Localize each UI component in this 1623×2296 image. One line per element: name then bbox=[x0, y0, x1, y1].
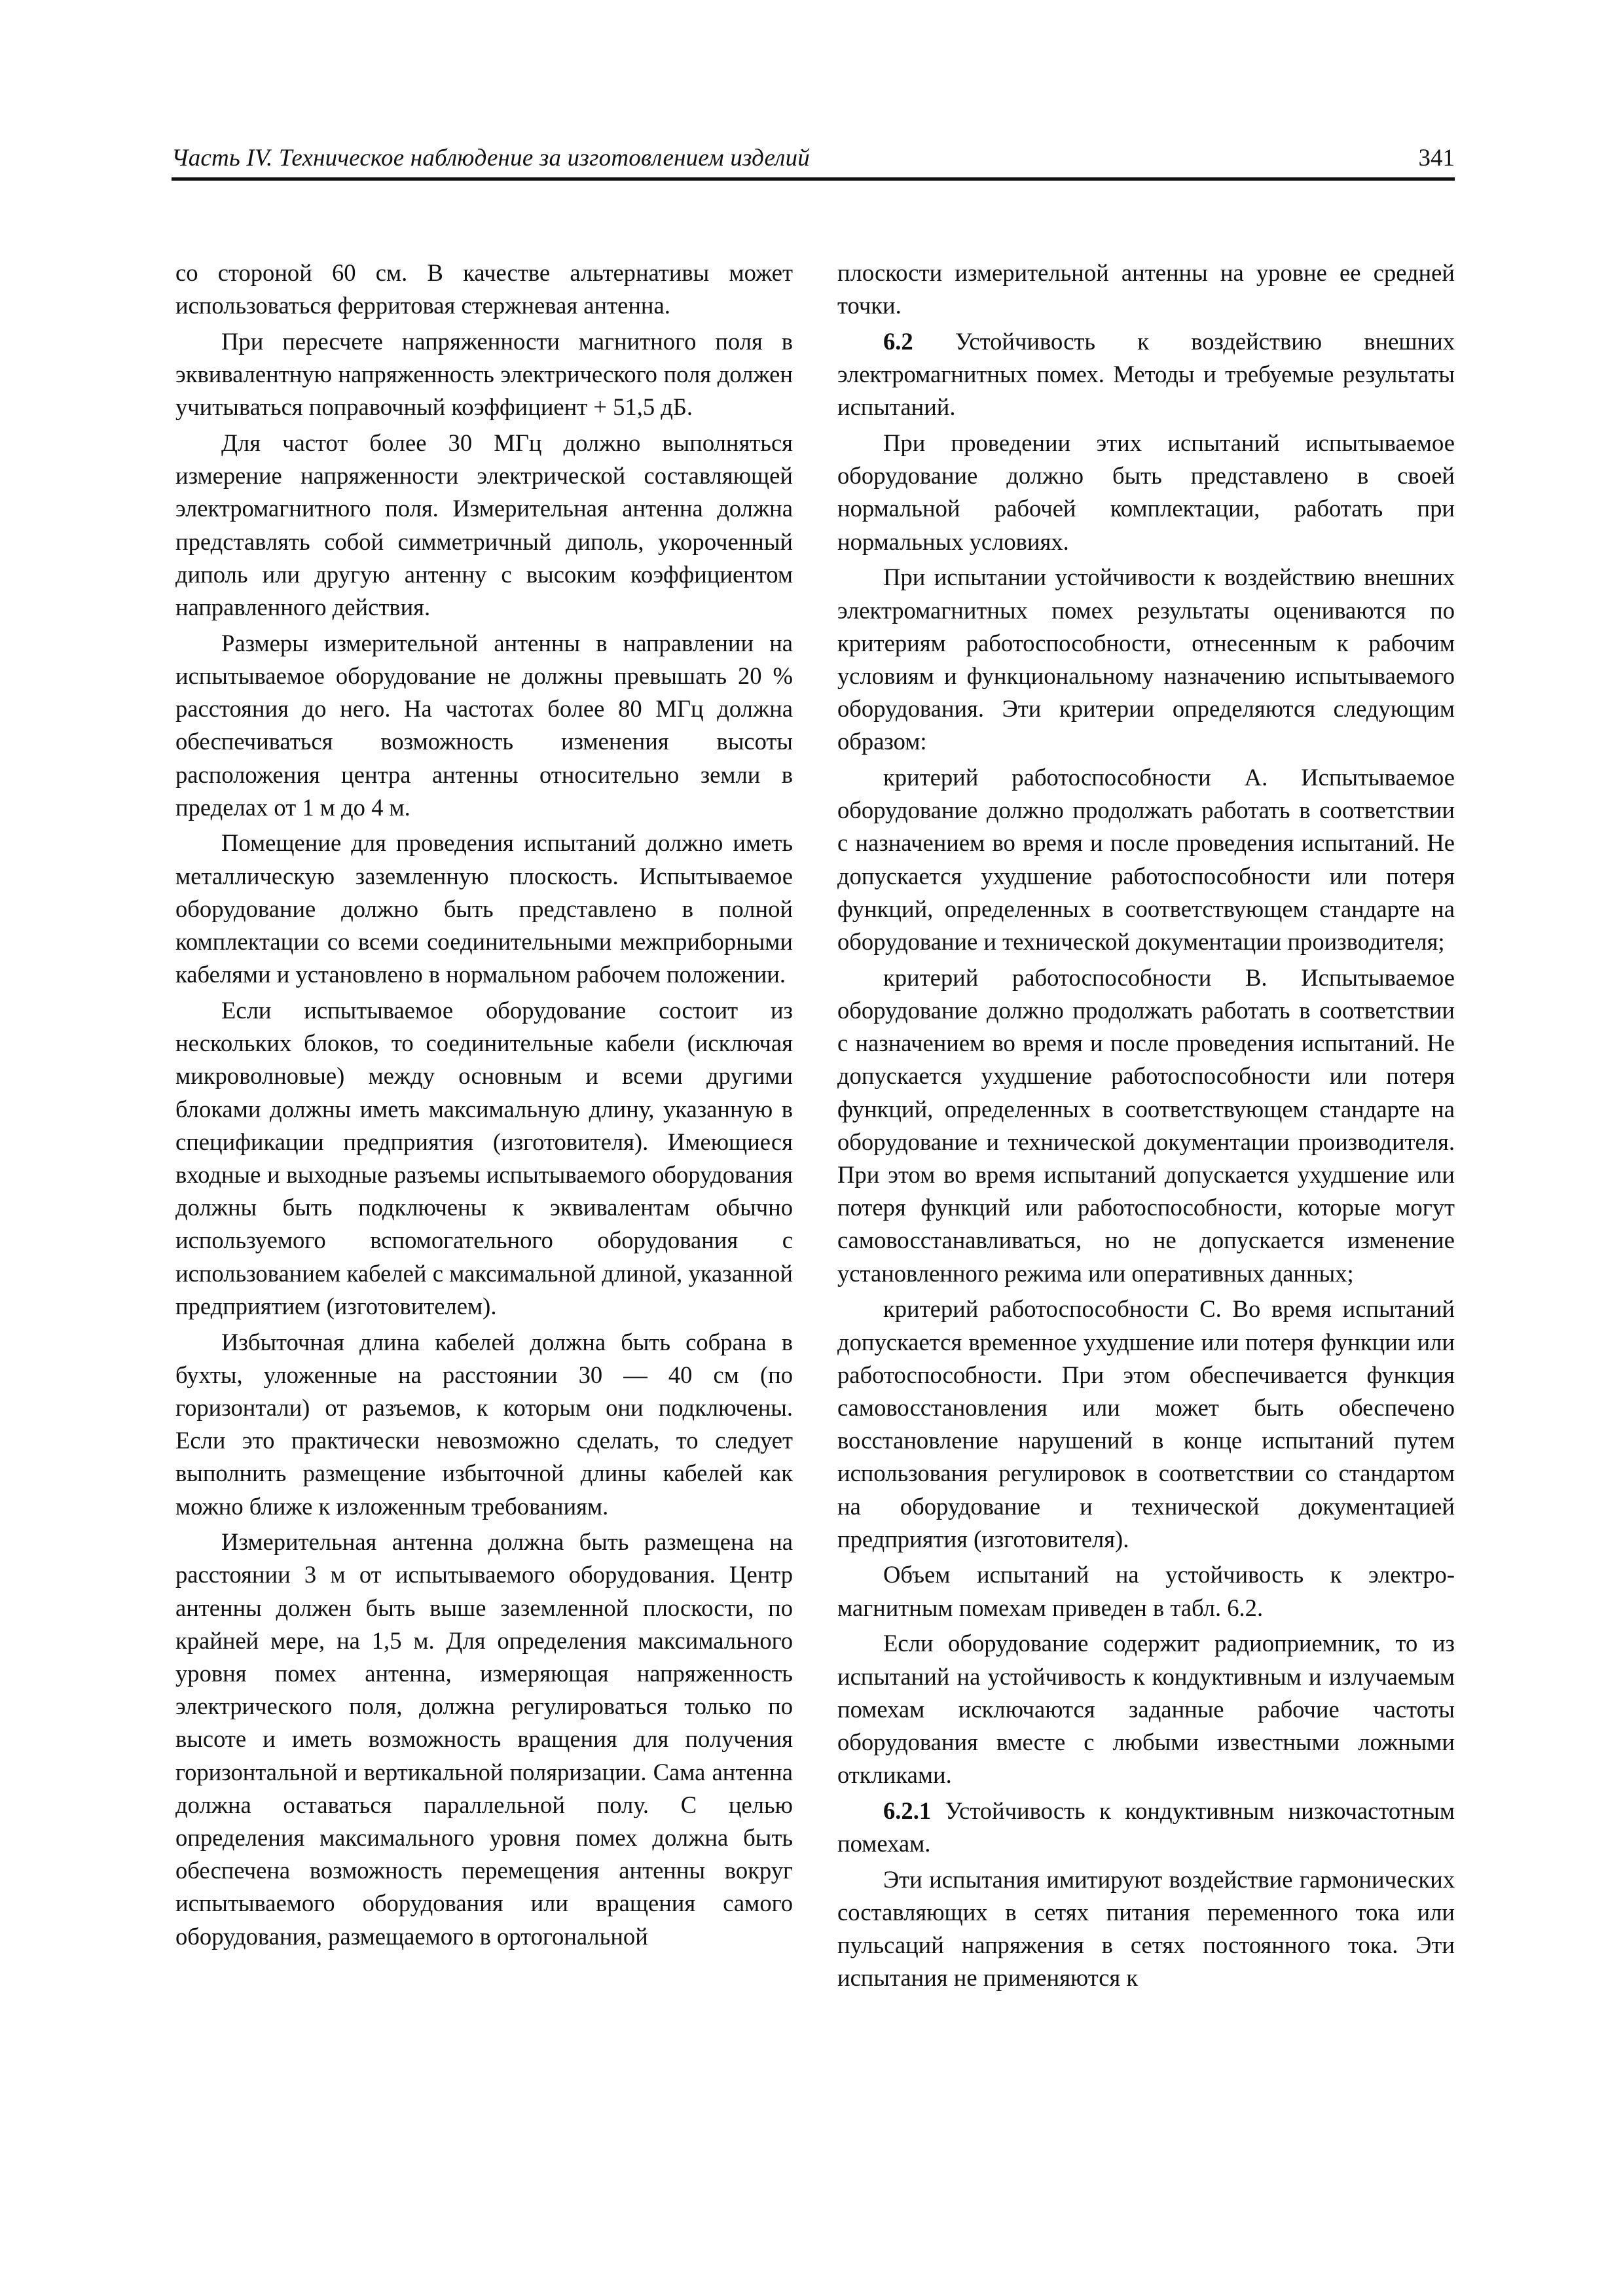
paragraph: При проведении этих испытаний испытываемое оборудование должно быть представлено в своей нормальной рабочей комплектации, работать при нормальных условиях. bbox=[837, 429, 1455, 555]
paragraph: Если испытываемое оборудование состоит из нескольких блоков, то соединительные кабели (исключая микроволновые) между основным и всеми другими блоками должны иметь максимальную длину, указанную в спецификации предприятия (изготовителя). Имеющиеся входные и выходные разъемы испытываемого оборудования должны быть подключены к эквивалентам обычно используемого вспомогательного оборудования с использованием кабелей с максимальной длиной, указанной предприятием (изготовителем). bbox=[175, 996, 793, 1319]
paragraph: со стороной 60 см. В качестве альтернативы может использоваться ферритовая стержневая антенна. bbox=[175, 259, 793, 319]
paragraph: Измерительная антенна должна быть размещена на расстоянии 3 м от испытываемого оборудования. Центр антенны должен быть выше заземленной плоскости, по крайней мере, на 1,5 м. Для определения максимального уровня помех антенна, измеряющая напряженность электрического поля, должна регулироваться только по высоте и иметь возможность вращения для получения горизонтальной и вертикальной поляризации. Сама антенна должна оставаться параллельной полу. С целью определения максимального уровня помех должна быть обеспечена возможность перемещения антенны вокруг испытываемого оборудования или вращения самого оборудования, размещаемого в ортогональной bbox=[175, 1528, 793, 1950]
paragraph: Для частот более 30 МГц должно выполняться измерение напряженности электрической составляющей электромагнитного поля. Измерительная антенна должна представлять собой симметричный диполь, укороченный диполь или другую антенну с высоким коэффициентом направленного действия. bbox=[175, 429, 793, 621]
page-number: 341 bbox=[1418, 145, 1455, 171]
paragraph: Размеры измерительной антенны в направлении на испытываемое оборудование не должны превышать 20 % расстояния до него. На частотах более 80 МГц должна обеспечиваться возможность изменения высоты расположения центра антенны относительно земли в пределах от 1 м до 4 м. bbox=[175, 629, 793, 821]
running-header-title: Часть IV. Техническое наблюдение за изготовлением изделий bbox=[172, 145, 810, 171]
section-number: 6.2.1 bbox=[883, 1797, 932, 1824]
section-heading-6-2-1 bbox=[837, 1795, 1455, 1860]
left-column bbox=[175, 257, 793, 2227]
section-title: Устойчивость к кондуктивным низкочастотным помехам. bbox=[837, 1797, 1455, 1857]
paragraph: При пересчете напряженности магнитного поля в эквивалентную напряженность электрического поля должен учитываться поправочный коэффициент + 51,5 дБ. bbox=[175, 327, 793, 421]
paragraph: Если оборудование содержит радиоприемник, то из испытаний на устойчивость к кондуктивным и излучаемым помехам исключаются заданные рабочие частоты оборудования вместе с любыми известными ложными откликами. bbox=[837, 1630, 1455, 1789]
paragraph: Эти испытания имитируют воздействие гармонических составляющих в сетях питания переменного тока или пульсаций напряжения в сетях постоянного тока. Эти испытания не применяются к bbox=[837, 1865, 1455, 1992]
running-header bbox=[172, 143, 1455, 181]
paragraph: критерий работоспособности В. Испытываемое оборудование должно продолжать работать в соответствии с назначением во время и после проведения испытаний. Не допускается ухудшение работоспособности или потеря функций, определенных в соответствующем стандарте на оборудование и технической документации производителя. При этом во время испытаний допускается ухудшение или потеря функций или работоспособности, которые могут самовосстанавливаться, но не допускается изменение установленного режима или оперативных данных; bbox=[837, 963, 1455, 1287]
paragraph: критерий работоспособности А. Испытываемое оборудование должно продолжать работать в соответствии с назначением во время и после проведения испытаний. Не допускается ухудшение работоспособности или потеря функций, определенных в соответствующем стандарте на оборудование и технической документации производителя; bbox=[837, 764, 1455, 956]
paragraph: критерий работоспособности С. Во время испытаний допускается временное ухудшение или потеря функции или работоспособности. При этом обеспечивается функция самовосстановления или может быть обеспечено восстановление нарушений в конце испытаний путем использования регулировок в соответствии со стандартом на оборудование и технической документацией предприятия (изготовителя). bbox=[837, 1295, 1455, 1552]
paragraph: При испытании устойчивости к воздействию внешних электромагнитных помех результаты оцениваются по критериям работоспособности, отнесенным к рабочим условиям и функциональному назначению испытываемого оборудования. Эти критерии определяются следующим образом: bbox=[837, 564, 1455, 755]
right-column bbox=[837, 257, 1455, 2227]
section-number: 6.2 bbox=[883, 327, 913, 355]
paragraph: Помещение для проведения испытаний должно иметь металлическую заземленную плоскость. Испытываемое оборудование должно быть представлено в полной комплектации со всеми соединительными межприборными кабелями и установлено в нормальном рабочем положении. bbox=[175, 829, 793, 988]
section-title: Устойчивость к воздействию внешних электромагнитных помех. Методы и требуемые результаты испытаний. bbox=[837, 327, 1455, 421]
section-heading-6-2 bbox=[837, 325, 1455, 424]
paragraph: Избыточная длина кабелей должна быть собрана в бухты, уложенные на расстоянии 30 — 40 см (по горизонтали) от разъемов, к которым они подключены. Если это практически невозможно сделать, то следует выполнить размещение избыточной длины кабелей как можно ближе к изложенным требованиям. bbox=[175, 1328, 793, 1520]
paragraph: Объем испытаний на устойчивость к электромагнитным помехам приведен в табл. 6.2. bbox=[837, 1561, 1455, 1621]
paragraph: плоскости измерительной антенны на уровне ее средней точки. bbox=[837, 259, 1455, 319]
